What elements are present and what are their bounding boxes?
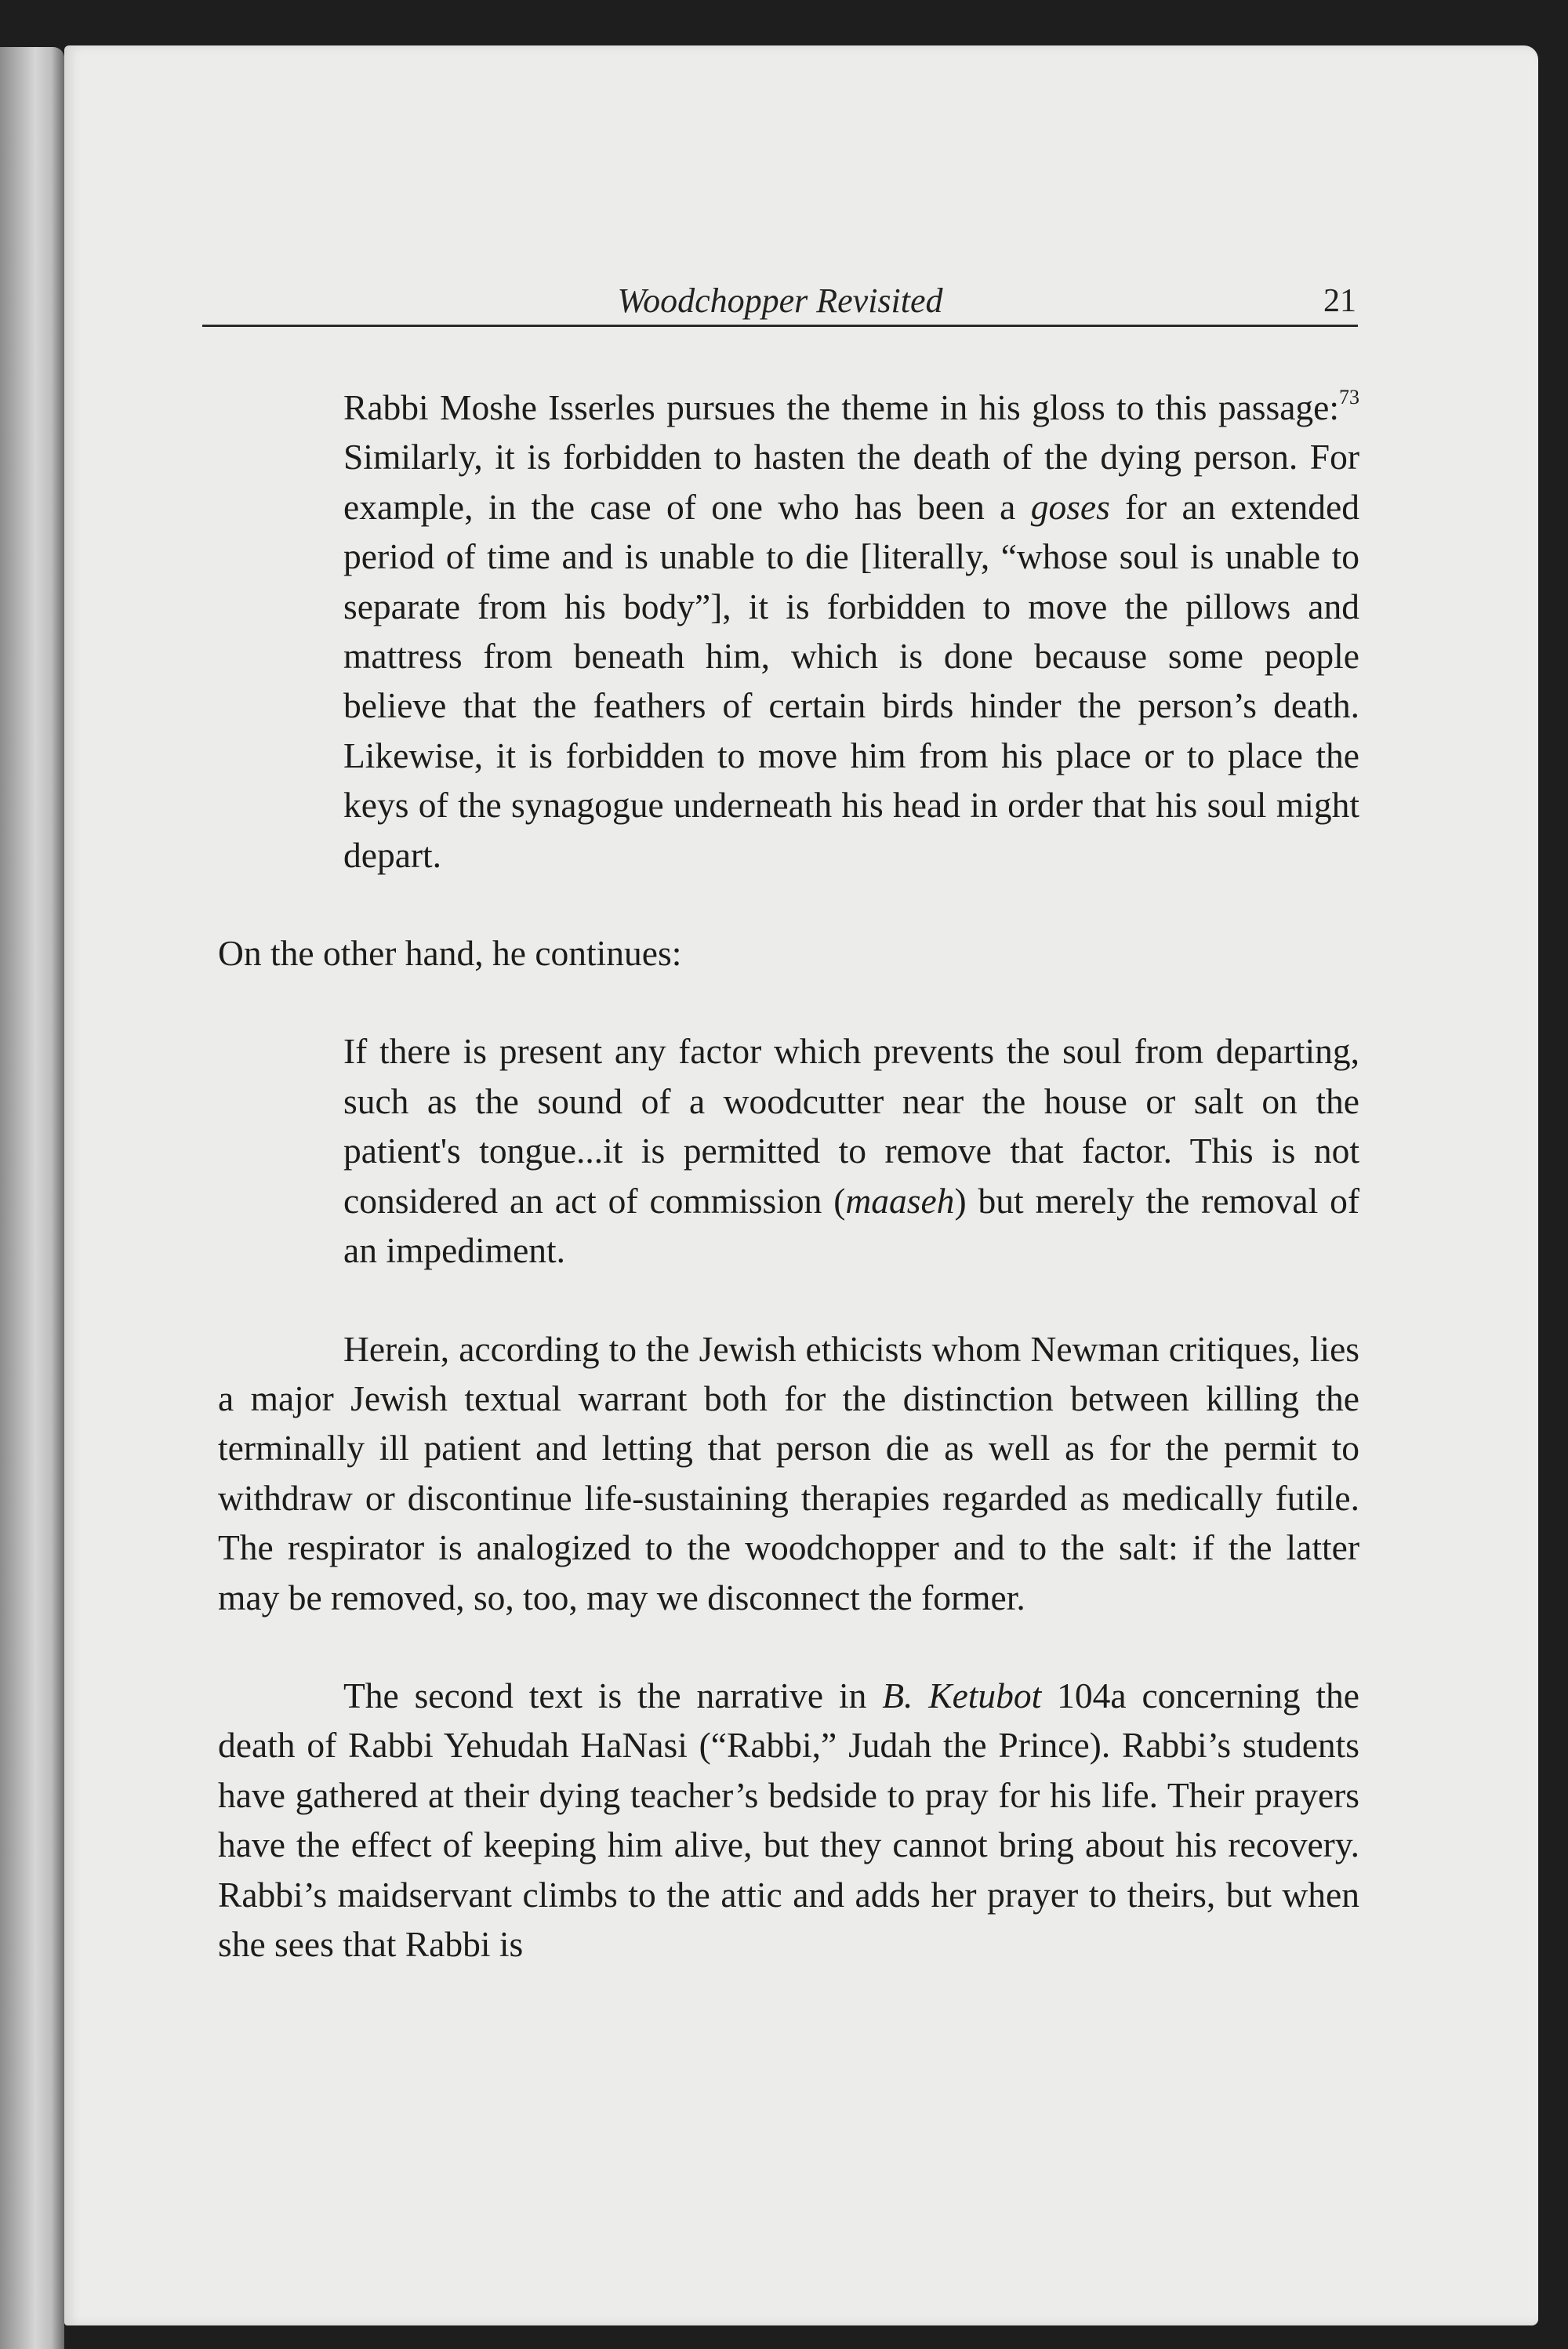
term-maaseh: maaseh bbox=[845, 1180, 955, 1221]
term-goses: goses bbox=[1030, 486, 1110, 527]
quote-text: Rabbi Moshe Isserles pursues the theme in his gloss to this passage: bbox=[343, 387, 1339, 427]
running-header bbox=[202, 279, 1358, 327]
footnote-marker: 73 bbox=[1339, 386, 1359, 408]
citation-ketubot: B. Ketubot bbox=[882, 1675, 1042, 1715]
paragraph-herein: Herein, according to the Jewish ethicists whom Newman critiques, lies a major Jewish textual warrant both for the distinction between killing the terminally ill patient and letting that person die as well as for the permit to withdraw or discontinue life-sustaining therapies regarded as medically futile. The respirator is analogized to the woodchopper and to the salt: if the latter may be removed, so, too, may we disconnect the former. bbox=[218, 1328, 1359, 1617]
body-text bbox=[218, 383, 1359, 1969]
running-title: Woodchopper Revisited bbox=[617, 281, 943, 320]
paragraph-second-text bbox=[218, 1671, 1359, 1969]
adjacent-page-edge bbox=[0, 47, 64, 2349]
quote-text: for an extended period of time and is unable to die [literally, “whose soul is unable to separate from his body”], it is forbidden to move the pillows and mattress from beneath him, which is done because some people believe that the feathers of certain birds hinder the person’s death. Likewise, it is forbidden to move him from his place or to place the keys of the synagogue underneath his head in order that his soul might depart. bbox=[343, 486, 1359, 875]
quote-text: Similarly, it is forbidden to hasten the death of the dying person. For example, in the case of one who has been a bbox=[343, 437, 1359, 527]
quote-text: ) but merely the removal of an impediment. bbox=[343, 1180, 1359, 1271]
quote-isserles bbox=[218, 383, 1359, 880]
paragraph-transition: On the other hand, he continues: bbox=[218, 933, 682, 974]
page-number: 21 bbox=[1323, 283, 1356, 319]
quote-woodcutter bbox=[218, 1026, 1359, 1275]
paragraph-text: 104a concerning the death of Rabbi Yehudah HaNasi (“Rabbi,” Judah the Prince). Rabbi’s students have gathered at their dying teacher’s bedside to pray for his life. Their prayers have the effect of keeping him alive, but they cannot bring about his recovery. Rabbi’s maidservant climbs to the attic and adds her prayer to theirs, but when she sees that Rabbi is bbox=[218, 1675, 1359, 1964]
paragraph-text: The second text is the narrative in bbox=[343, 1675, 883, 1715]
quote-text: If there is present any factor which prevents the soul from departing, such as the sound of a woodcutter near the house or salt on the patient's tongue...it is permitted to remove that factor. This is not considered an act of commission ( bbox=[343, 1031, 1359, 1221]
